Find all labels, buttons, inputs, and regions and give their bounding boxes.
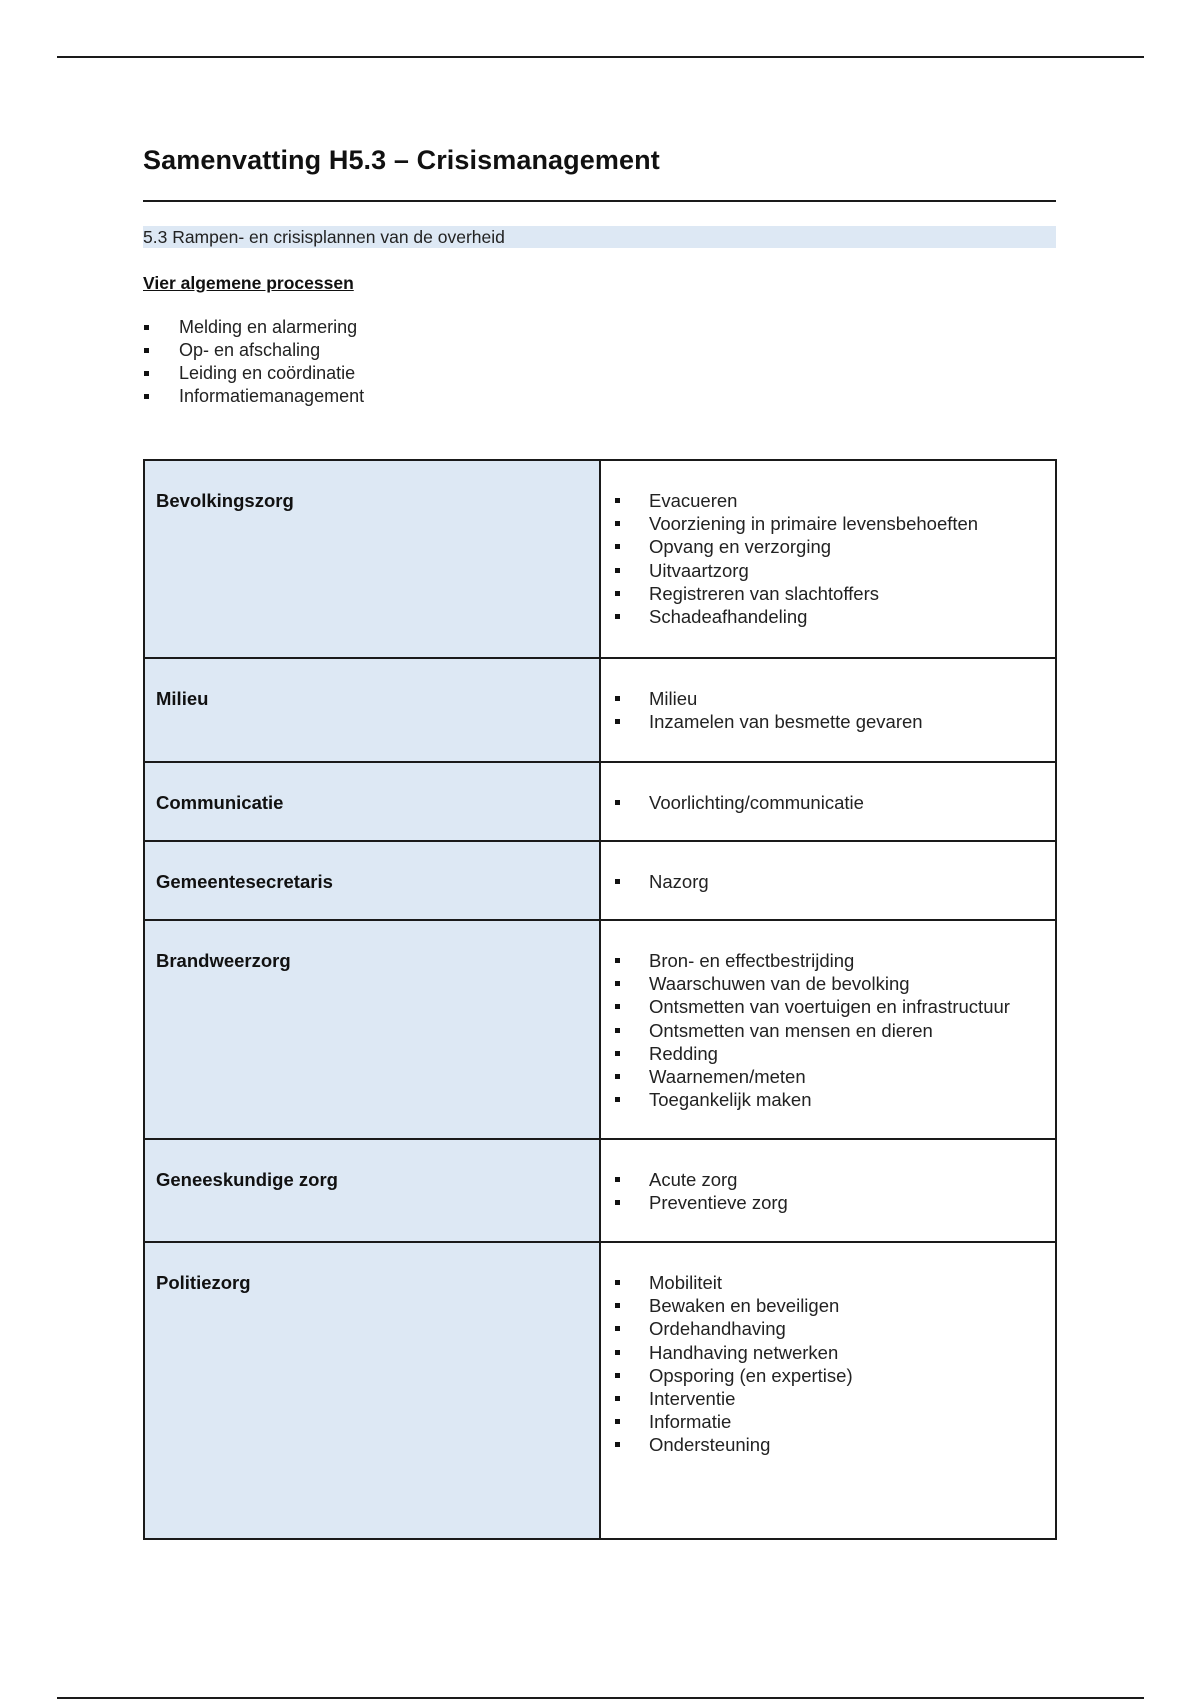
task-item: [614, 791, 1055, 814]
bullet-icon: [615, 696, 620, 701]
task-item: [614, 1019, 1055, 1042]
task-item-label: Mobiliteit: [649, 1272, 722, 1293]
task-item-label: Ontsmetten van voertuigen en infrastructuur: [649, 996, 1010, 1018]
task-list: [614, 1271, 1055, 1457]
page-top-rule: [57, 56, 1144, 58]
task-item: [614, 870, 1055, 893]
row-items: [601, 1243, 1055, 1538]
task-item: [614, 1433, 1055, 1456]
bullet-icon: [615, 1074, 620, 1079]
task-item-label: Nazorg: [649, 871, 709, 892]
bullet-icon: [615, 1396, 620, 1401]
bullet-icon: [615, 1442, 620, 1447]
task-item-label: Voorziening in primaire levensbehoeften: [649, 513, 979, 535]
task-item-label: Interventie: [649, 1388, 736, 1410]
row-items: [601, 921, 1055, 1138]
process-item: [143, 385, 1056, 408]
task-list: [614, 870, 1055, 893]
task-item: [614, 1088, 1055, 1111]
table-row: [145, 919, 1055, 1138]
task-item-label: Informatie: [649, 1411, 732, 1433]
bullet-icon: [615, 1280, 620, 1285]
task-item: [614, 512, 1055, 535]
task-item: [614, 949, 1055, 972]
process-item-label: Melding en alarmering: [179, 317, 358, 337]
row-items: [601, 659, 1055, 761]
task-item: [614, 995, 1055, 1018]
bullet-icon: [144, 325, 149, 330]
task-item: [614, 972, 1055, 995]
process-item: [143, 362, 1056, 385]
bullet-icon: [615, 1326, 620, 1331]
row-items: [601, 461, 1055, 657]
process-list: [143, 316, 1056, 408]
task-item: [614, 1271, 1055, 1294]
bullet-icon: [615, 1350, 620, 1355]
task-item: [614, 605, 1055, 628]
task-item-label: Toegankelijk maken: [649, 1089, 812, 1111]
task-item-label: Ondersteuning: [649, 1434, 771, 1456]
task-item-label: Evacueren: [649, 490, 738, 511]
row-label: Communicatie: [145, 763, 601, 840]
task-item-label: Ordehandhaving: [649, 1318, 786, 1340]
row-label: Bevolkingszorg: [145, 461, 601, 657]
bullet-icon: [144, 394, 149, 399]
task-table: [143, 459, 1057, 1540]
title-divider: [143, 200, 1056, 202]
document-header: [143, 140, 1056, 408]
bullet-icon: [615, 1051, 620, 1056]
task-item-label: Bewaken en beveiligen: [649, 1295, 840, 1317]
task-item: [614, 1168, 1055, 1191]
processes-heading: Vier algemene processen: [143, 273, 354, 293]
task-item: [614, 1191, 1055, 1214]
table-row: [145, 761, 1055, 840]
task-list: [614, 791, 1055, 814]
bullet-icon: [615, 1303, 620, 1308]
row-label: Politiezorg: [145, 1243, 601, 1538]
bullet-icon: [615, 1028, 620, 1033]
task-item-label: Opvang en verzorging: [649, 536, 832, 558]
task-item: [614, 489, 1055, 512]
task-list: [614, 687, 1055, 733]
task-item-label: Schadeafhandeling: [649, 606, 808, 628]
task-item: [614, 1387, 1055, 1410]
task-item-label: Inzamelen van besmette gevaren: [649, 711, 923, 733]
task-item: [614, 687, 1055, 710]
row-items: [601, 842, 1055, 919]
task-item-label: Voorlichting/communicatie: [649, 792, 864, 813]
task-item: [614, 1294, 1055, 1317]
task-item-label: Opsporing (en expertise): [649, 1364, 853, 1386]
bullet-icon: [615, 1419, 620, 1424]
process-item-label: Leiding en coördinatie: [179, 363, 356, 383]
bullet-icon: [144, 371, 149, 376]
bullet-icon: [615, 1097, 620, 1102]
process-item: [143, 316, 1056, 339]
task-item-label: Redding: [649, 1042, 718, 1064]
process-item-label: Informatiemanagement: [179, 386, 365, 406]
row-label: Milieu: [145, 659, 601, 761]
task-item: [614, 559, 1055, 582]
bullet-icon: [615, 614, 620, 619]
table-row: [145, 1241, 1055, 1538]
bullet-icon: [615, 498, 620, 503]
bullet-icon: [144, 348, 149, 353]
task-item-label: Registreren van slachtoffers: [649, 582, 879, 604]
section-heading: 5.3 Rampen- en crisisplannen van de overheid: [143, 226, 1056, 248]
task-list: [614, 489, 1055, 628]
bullet-icon: [615, 544, 620, 549]
bullet-icon: [615, 719, 620, 724]
bullet-icon: [615, 568, 620, 573]
task-item: [614, 1341, 1055, 1364]
task-item: [614, 582, 1055, 605]
process-item-label: Op- en afschaling: [179, 340, 321, 360]
bullet-icon: [615, 591, 620, 596]
row-items: [601, 1140, 1055, 1241]
process-item: [143, 339, 1056, 362]
page-bottom-rule: [57, 1697, 1144, 1699]
bullet-icon: [615, 1177, 620, 1182]
table-row: [145, 1138, 1055, 1241]
table-row: [145, 657, 1055, 761]
task-item: [614, 1042, 1055, 1065]
row-label: Geneeskundige zorg: [145, 1140, 601, 1241]
task-item: [614, 1364, 1055, 1387]
bullet-icon: [615, 521, 620, 526]
bullet-icon: [615, 1373, 620, 1378]
task-item: [614, 1065, 1055, 1088]
task-list: [614, 1168, 1055, 1214]
task-item-label: Waarnemen/meten: [649, 1066, 806, 1088]
bullet-icon: [615, 879, 620, 884]
task-item: [614, 535, 1055, 558]
table-row: [145, 461, 1055, 657]
bullet-icon: [615, 1004, 620, 1009]
task-item-label: Ontsmetten van mensen en dieren: [649, 1019, 933, 1041]
task-item-label: Waarschuwen van de bevolking: [649, 973, 910, 995]
row-label: Brandweerzorg: [145, 921, 601, 1138]
row-label: Gemeentesecretaris: [145, 842, 601, 919]
task-item-label: Handhaving netwerken: [649, 1341, 839, 1363]
task-item-label: Acute zorg: [649, 1169, 738, 1190]
bullet-icon: [615, 958, 620, 963]
row-items: [601, 763, 1055, 840]
task-item-label: Milieu: [649, 688, 698, 709]
bullet-icon: [615, 1200, 620, 1205]
bullet-icon: [615, 800, 620, 805]
document-title: Samenvatting H5.3 – Crisismanagement: [143, 145, 660, 175]
table-row: [145, 840, 1055, 919]
task-item: [614, 1317, 1055, 1340]
task-item-label: Preventieve zorg: [649, 1192, 788, 1214]
task-item: [614, 1410, 1055, 1433]
task-item-label: Bron- en effectbestrijding: [649, 950, 855, 971]
task-list: [614, 949, 1055, 1111]
task-item-label: Uitvaartzorg: [649, 559, 749, 581]
task-item: [614, 710, 1055, 733]
bullet-icon: [615, 981, 620, 986]
